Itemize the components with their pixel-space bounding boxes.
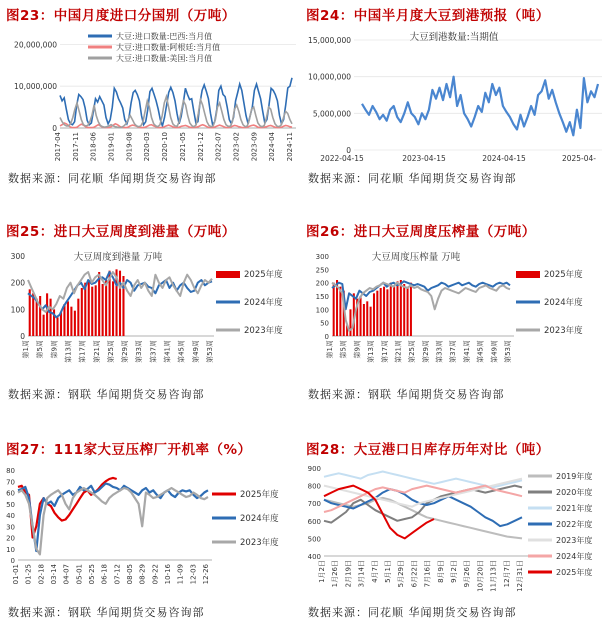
x-tick-label: 11-09 (176, 564, 185, 585)
x-tick-label: 第41周 (163, 340, 172, 363)
legend-label: 大豆:进口数量:阿根廷:当月值 (116, 43, 221, 52)
legend-label: 2024年度 (544, 298, 583, 308)
bar (333, 283, 335, 336)
legend-swatch (516, 271, 540, 278)
x-tick-label: 第29周 (121, 340, 130, 363)
bar (56, 317, 58, 336)
x-tick-label: 2019-01 (107, 132, 116, 162)
panel-weekly-arrivals (0, 218, 304, 408)
x-tick-label: 第9周 (50, 340, 59, 359)
panel-half-month-arrivals (304, 0, 608, 190)
bar (407, 287, 409, 336)
x-tick-label: 5月29日 (397, 560, 406, 588)
x-tick-label: 第33周 (435, 340, 444, 363)
panel-title: 图27：111家大豆压榨厂开机率（%） (6, 442, 252, 458)
y-tick-label: 300 (10, 252, 25, 261)
legend-label: 2021年度 (556, 504, 593, 513)
bar (363, 304, 365, 336)
panel-title: 图24：中国半月度大豆到港预报（吨） (306, 8, 550, 24)
bar (43, 315, 45, 336)
x-tick-label: 第13周 (367, 340, 376, 363)
legend-label: 2025年度 (544, 270, 583, 280)
x-tick-label: 01-25 (24, 564, 33, 585)
x-tick-label: 3月14日 (357, 560, 366, 588)
panel-title: 图26：进口大豆周度压榨量（万吨） (306, 224, 536, 240)
x-tick-label: 4月7日 (370, 560, 379, 583)
x-tick-label: 2025-04- (561, 154, 597, 163)
legend-label: 2025年度 (556, 568, 593, 577)
panel-weekly-crush (304, 218, 608, 408)
legend-label: 2025年度 (240, 490, 279, 500)
x-tick-label: 8月9日 (436, 560, 445, 583)
y-tick-label: 15,000,000 (308, 36, 351, 45)
bar (349, 309, 351, 336)
x-tick-label: 第9周 (353, 340, 362, 359)
x-tick-label: 6月22日 (410, 560, 419, 588)
x-tick-label: 2024-04-15 (482, 154, 526, 163)
y-tick-label: 10,000,000 (14, 82, 57, 92)
bar (370, 307, 372, 336)
y-tick-label: 0 (52, 124, 57, 133)
bar (386, 289, 388, 336)
x-tick-label: 第41周 (462, 340, 471, 363)
legend-label: 大豆:进口数量:巴西:当月值 (116, 32, 213, 41)
x-tick-label: 第37周 (149, 340, 158, 363)
legend-swatch (216, 271, 240, 278)
chart-weekly-arrivals (0, 240, 304, 398)
bar (70, 307, 72, 336)
bar (366, 301, 368, 336)
data-source: 数据来源：同花顺 华闻期货交易咨询部 (8, 172, 217, 185)
legend-label: 2022年度 (556, 520, 593, 529)
bar (67, 301, 69, 336)
chart-inner-title: 大豆周度压榨量 万吨 (371, 252, 461, 263)
x-tick-label: 03-14 (50, 564, 58, 585)
x-tick-label: 第13周 (64, 340, 73, 363)
x-tick-label: 12-26 (202, 564, 210, 585)
bar (88, 280, 90, 336)
x-tick-label: 12月7日 (502, 560, 511, 588)
x-tick-label: 2024-11 (286, 132, 294, 162)
x-tick-label: 08-05 (126, 564, 134, 585)
data-source: 数据来源：钢联 华闻期货交易咨询部 (8, 388, 205, 401)
y-tick-label: 50 (6, 500, 15, 509)
x-tick-label: 11月13日 (489, 560, 498, 592)
bar (46, 293, 48, 336)
x-tick-label: 第53周 (206, 340, 214, 363)
bar (396, 281, 398, 336)
x-tick-label: 04-07 (62, 564, 71, 585)
bar (400, 280, 402, 336)
x-tick-label: 第49周 (191, 340, 200, 363)
x-tick-label: 第1周 (326, 340, 334, 359)
y-tick-label: 150 (315, 293, 329, 301)
x-tick-label: 第49周 (490, 340, 499, 363)
bar (50, 299, 52, 336)
bar (360, 296, 362, 336)
bar (74, 311, 76, 336)
bar (410, 283, 412, 336)
bar (63, 304, 65, 336)
bar (339, 287, 341, 336)
y-tick-label: 10 (6, 545, 15, 554)
legend-label: 2024年度 (244, 298, 283, 308)
x-tick-label: 第25周 (408, 340, 417, 363)
x-tick-label: 第53周 (504, 340, 512, 363)
y-tick-label: 200 (10, 278, 25, 288)
bar (112, 281, 114, 336)
x-tick-label: 1月2日 (318, 560, 326, 583)
x-tick-label: 9月2日 (450, 560, 458, 583)
bar (102, 284, 104, 336)
y-tick-label: 300 (315, 253, 329, 261)
bar (390, 283, 392, 336)
bar (393, 285, 395, 336)
x-tick-label: 05-25 (88, 564, 96, 585)
legend-label: 2023年度 (544, 326, 583, 336)
x-tick-label: 06-18 (100, 564, 109, 585)
series-line (18, 488, 208, 554)
legend-label: 2023年度 (244, 326, 283, 336)
series-line (332, 283, 510, 331)
legend-label: 大豆:进口数量:美国:当月值 (116, 54, 213, 63)
y-tick-label: 10,000,000 (308, 72, 351, 82)
chart-half-month-arrivals (304, 22, 608, 190)
panel-china-monthly-imports (0, 0, 304, 190)
chart-monthly-imports (0, 22, 304, 190)
x-tick-label: 2022-04-15 (320, 154, 364, 163)
y-tick-label: 30 (6, 523, 15, 532)
bar (403, 284, 405, 336)
x-tick-label: 09-22 (151, 564, 160, 585)
bar (32, 293, 34, 336)
x-tick-label: 05-01 (75, 564, 84, 585)
x-tick-label: 07-12 (113, 564, 122, 585)
panel-port-inventory (304, 436, 608, 627)
x-tick-label: 10月20日 (476, 560, 485, 592)
x-tick-label: 第33周 (135, 340, 144, 363)
bar (98, 272, 100, 336)
data-source: 数据来源：同花顺 华闻期货交易咨询部 (308, 606, 517, 619)
data-source: 数据来源：钢联 华闻期货交易咨询部 (308, 388, 505, 401)
x-tick-label: 2021-05 (178, 132, 187, 162)
x-tick-label: 1月26日 (331, 560, 340, 588)
y-tick-label: 0 (20, 332, 25, 341)
y-tick-label: 5,000,000 (312, 109, 351, 119)
y-tick-label: 0 (324, 333, 329, 341)
x-tick-label: 第25周 (106, 340, 115, 363)
y-tick-label: 250 (315, 266, 329, 275)
y-tick-label: 60 (6, 489, 15, 498)
y-tick-label: 500 (307, 535, 321, 544)
bar (105, 280, 107, 336)
x-tick-label: 2023-09 (250, 132, 259, 162)
y-tick-label: 100 (315, 306, 329, 315)
y-tick-label: 80 (6, 467, 15, 475)
bar (376, 291, 378, 336)
bar (77, 299, 79, 336)
chart-crush-utilization (0, 460, 304, 612)
x-tick-label: 12月31日 (516, 560, 524, 592)
x-tick-label: 2023-02 (232, 132, 241, 162)
x-tick-label: 2022-07 (214, 132, 223, 162)
x-tick-label: 7月16日 (423, 560, 432, 588)
x-tick-label: 2024-04 (268, 132, 277, 162)
x-tick-label: 第5周 (339, 340, 348, 359)
x-tick-label: 第5周 (36, 340, 45, 359)
bar (84, 283, 86, 336)
bar (373, 293, 375, 336)
bar (119, 271, 121, 336)
y-tick-label: 20 (6, 534, 15, 543)
legend-label: 2019年度 (556, 472, 593, 481)
x-tick-label: 2月19日 (344, 560, 353, 588)
legend-label: 2024年度 (556, 552, 593, 561)
x-tick-label: 12-03 (189, 564, 198, 585)
y-tick-label: 900 (307, 465, 321, 473)
chart-inner-title: 大豆周度到港量 万吨 (73, 252, 163, 263)
x-tick-label: 2017-11 (71, 132, 80, 162)
bar (95, 285, 97, 336)
x-tick-label: 第17周 (78, 340, 87, 363)
y-tick-label: 800 (307, 482, 321, 491)
x-tick-label: 第17周 (380, 340, 389, 363)
bar (91, 287, 93, 336)
y-tick-label: 70 (6, 478, 15, 487)
panel-title: 图25：进口大豆周度到港量（万吨） (6, 224, 236, 240)
x-tick-label: 02-18 (37, 564, 46, 585)
x-tick-label: 2023-04-15 (402, 154, 446, 163)
x-tick-label: 10-16 (164, 564, 172, 585)
legend-label: 2023年度 (240, 538, 279, 548)
bar (383, 287, 385, 336)
y-tick-label: 200 (315, 279, 329, 288)
x-tick-label: 2017-04 (54, 132, 62, 162)
x-tick-label: 2018-06 (89, 132, 98, 162)
legend-label: 2024年度 (240, 514, 279, 524)
legend-label: 2025年度 (244, 270, 283, 280)
x-tick-label: 2020-03 (143, 132, 152, 162)
x-tick-label: 2019-08 (125, 132, 134, 162)
panel-title: 图28：大豆港口日库存历年对比（吨） (306, 442, 550, 458)
y-tick-label: 400 (307, 553, 321, 561)
legend-label: 2023年度 (556, 536, 593, 545)
x-tick-label: 第45周 (177, 340, 186, 363)
y-tick-label: 40 (6, 512, 15, 520)
y-tick-label: 50 (320, 319, 329, 328)
y-tick-label: 600 (307, 517, 321, 526)
y-tick-label: 0 (10, 557, 15, 565)
x-tick-label: 08-29 (138, 564, 147, 585)
x-tick-label: 5月1日 (384, 560, 392, 583)
x-tick-label: 第21周 (394, 340, 403, 363)
x-tick-label: 第37周 (449, 340, 458, 363)
panel-title: 图23：中国月度进口分国别（万吨） (6, 8, 236, 24)
y-tick-label: 0 (346, 146, 351, 155)
bar (36, 299, 38, 336)
x-tick-label: 第1周 (22, 340, 30, 359)
legend-label: 2020年度 (556, 488, 593, 497)
bar (81, 288, 83, 336)
bar (39, 296, 41, 336)
data-source: 数据来源：钢联 华闻期货交易咨询部 (8, 606, 205, 619)
x-tick-label: 2021-12 (196, 132, 205, 162)
y-tick-label: 20,000,000 (14, 40, 57, 50)
chart-inner-title: 大豆到港数量:当期值 (409, 32, 499, 43)
chart-port-inventory (304, 460, 608, 612)
y-tick-label: 700 (307, 500, 321, 509)
y-tick-label: 100 (10, 305, 25, 315)
x-tick-label: 01-01 (12, 564, 20, 585)
x-tick-label: 2020-10 (161, 132, 170, 162)
x-tick-label: 第29周 (421, 340, 430, 363)
x-tick-label: 9月26日 (463, 560, 472, 588)
x-tick-label: 第21周 (92, 340, 101, 363)
series-line (362, 77, 598, 136)
panel-crush-utilization (0, 436, 304, 627)
data-source: 数据来源：同花顺 华闻期货交易咨询部 (308, 172, 517, 185)
x-tick-label: 第45周 (476, 340, 485, 363)
chart-weekly-crush (304, 240, 608, 398)
bar (380, 288, 382, 336)
